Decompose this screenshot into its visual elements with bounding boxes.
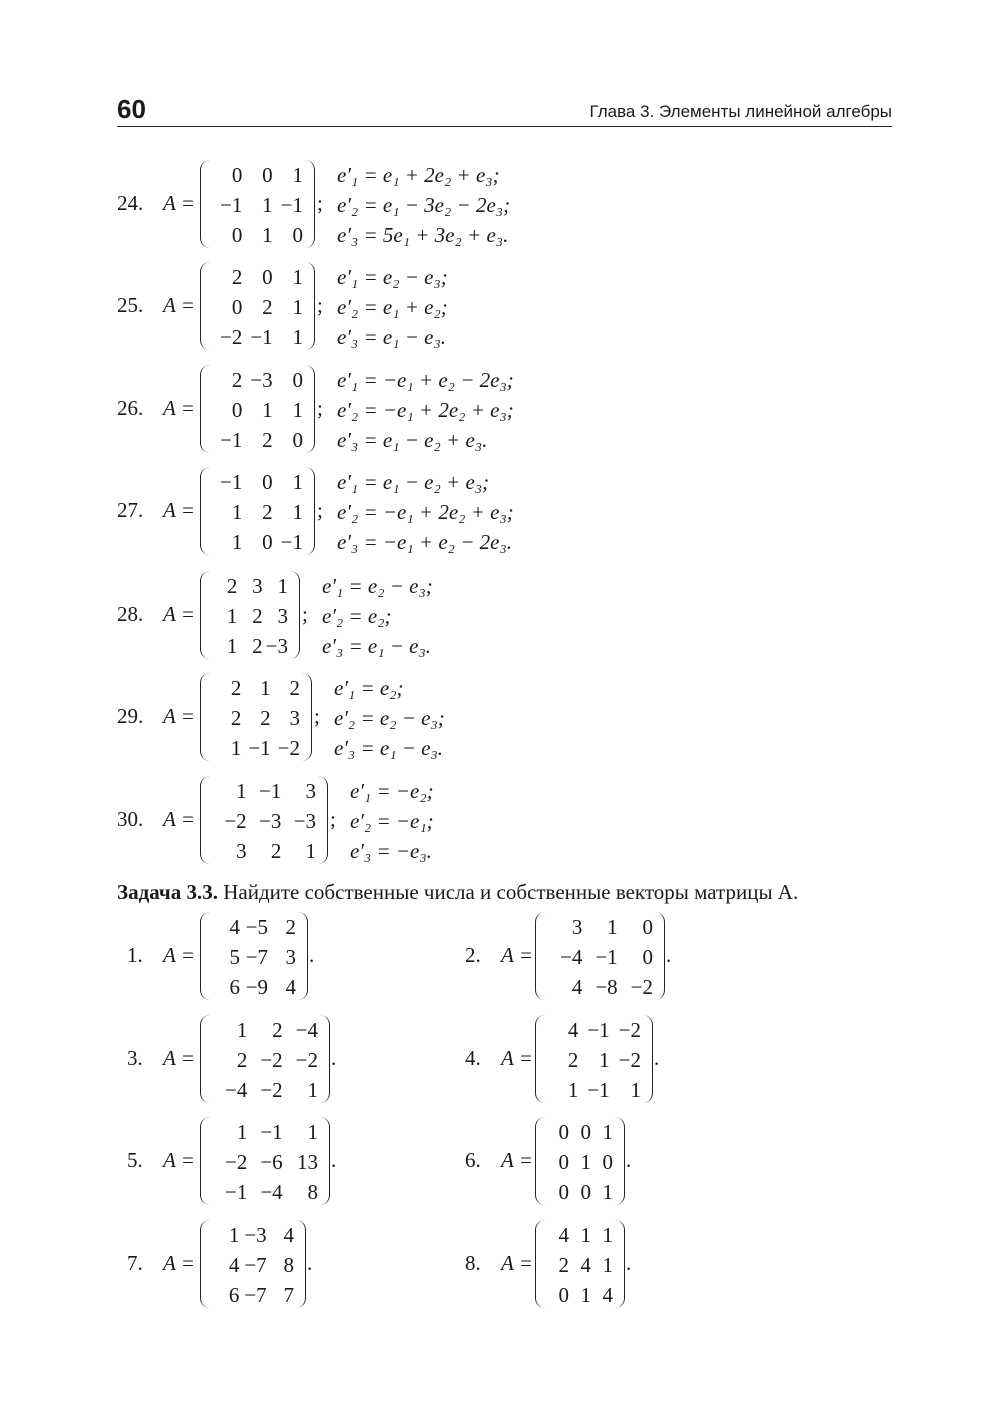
matrix-entry: 1 <box>599 1047 610 1072</box>
matrix-entry: −3 <box>293 808 316 833</box>
matrix-entry: 2 <box>252 603 263 628</box>
matrix-entry: 1 <box>226 633 238 658</box>
matrix-entry: −4 <box>295 1017 318 1042</box>
separator: ; <box>317 396 323 420</box>
matrix-entry: 2 <box>230 675 242 700</box>
basis-equation: e′₂ = −e₁ + 2e₂ + e₃; <box>337 500 514 524</box>
problem-item <box>117 776 817 866</box>
period: . <box>331 1046 337 1070</box>
matrix-entry: 0 <box>292 222 303 247</box>
matrix <box>200 467 315 557</box>
basis-equation: e′₃ = −e₃. <box>350 839 432 863</box>
matrix-entry: −2 <box>260 1077 283 1102</box>
matrix-entry: 0 <box>642 944 653 969</box>
matrix-entry: −2 <box>618 1017 641 1042</box>
matrix-entry: 0 <box>262 264 273 289</box>
matrix-entry: 1 <box>231 499 243 524</box>
basis-transformation <box>334 673 445 763</box>
matrix-entry: −3 <box>265 633 288 658</box>
matrix-entry: 8 <box>307 1179 318 1204</box>
matrix-entry: 8 <box>283 1252 294 1277</box>
basis-equation: e′₃ = e₁ − e₂ + e₃. <box>337 428 488 452</box>
problem-number: 27. <box>117 498 144 522</box>
matrix-entry: −1 <box>248 735 271 760</box>
matrix <box>200 571 300 661</box>
matrix-entry: 1 <box>262 397 273 422</box>
matrix-entry: 1 <box>236 778 247 803</box>
matrix-entry: −2 <box>224 808 247 833</box>
separator: ; <box>317 293 323 317</box>
matrix <box>200 1015 330 1105</box>
problem-item <box>117 467 817 557</box>
period: . <box>331 1148 337 1172</box>
basis-transformation <box>337 262 448 352</box>
matrix <box>535 912 665 1002</box>
matrix-label: A = <box>163 191 195 215</box>
right-parenthesis <box>642 1015 653 1103</box>
basis-equation: e′₃ = e₁ − e₃. <box>334 736 444 760</box>
basis-equation: e′₁ = −e₂; <box>350 779 434 803</box>
page-header <box>117 90 892 127</box>
eigen-problem-item <box>455 1220 775 1310</box>
matrix-label: A = <box>163 1046 195 1070</box>
task-heading <box>117 880 798 905</box>
basis-transformation <box>350 776 434 866</box>
period: . <box>626 1251 632 1275</box>
matrix-entry: 1 <box>292 397 303 422</box>
matrix-entry: 2 <box>231 367 243 392</box>
matrix-entry: 2 <box>230 705 242 730</box>
matrix-entry: −2 <box>295 1047 318 1072</box>
problem-item <box>117 262 817 352</box>
matrix <box>200 365 315 455</box>
matrix-entry: 6 <box>229 974 240 999</box>
matrix-entry: 2 <box>289 675 300 700</box>
matrix <box>535 1220 625 1310</box>
matrix-entry: 0 <box>231 397 243 422</box>
basis-equation: e′₁ = e₁ − e₂ + e₃; <box>337 470 490 494</box>
left-parenthesis <box>535 912 546 1000</box>
matrix-entry: 0 <box>642 914 653 939</box>
separator: ; <box>314 704 320 728</box>
matrix-entry: −2 <box>224 1149 248 1174</box>
matrix-label: A = <box>163 943 195 967</box>
basis-equation: e′₂ = −e₁ + 2e₂ + e₃; <box>337 398 514 422</box>
matrix-entry: 0 <box>231 294 243 319</box>
matrix-entry: −2 <box>219 324 243 349</box>
matrix-entry: 1 <box>292 264 303 289</box>
matrix-entry: 4 <box>602 1282 613 1307</box>
matrix-entry: −2 <box>277 735 300 760</box>
right-parenthesis <box>304 160 315 248</box>
matrix-label: A = <box>501 1148 533 1172</box>
matrix-entry: −1 <box>219 192 243 217</box>
matrix-entry: −1 <box>595 944 618 969</box>
eigen-problem-item <box>117 1015 437 1105</box>
right-parenthesis <box>319 1015 330 1103</box>
left-parenthesis <box>200 1015 211 1103</box>
left-parenthesis <box>200 160 211 248</box>
matrix-entry: 0 <box>558 1282 569 1307</box>
matrix-entry: 2 <box>272 1017 283 1042</box>
matrix-entry: −2 <box>618 1047 641 1072</box>
matrix-entry: 1 <box>602 1252 613 1277</box>
matrix <box>200 262 315 352</box>
matrix-label: A = <box>163 1251 195 1275</box>
matrix-label: A = <box>501 943 533 967</box>
right-parenthesis <box>614 1117 625 1205</box>
period: . <box>307 1251 313 1275</box>
matrix-entry: −1 <box>587 1017 610 1042</box>
matrix-entry: 0 <box>580 1119 591 1144</box>
matrix-entry: 4 <box>567 1017 579 1042</box>
matrix-entry: 1 <box>260 675 271 700</box>
problem-number: 24. <box>117 191 144 215</box>
matrix <box>200 160 315 250</box>
matrix-entry: 1 <box>607 914 618 939</box>
matrix-entry: −1 <box>587 1077 610 1102</box>
basis-equation: e′₁ = e₂; <box>334 676 404 700</box>
basis-equation: e′₂ = e₁ + e₂; <box>337 295 448 319</box>
matrix-entry: 3 <box>289 705 300 730</box>
basis-transformation <box>322 571 433 661</box>
basis-equation: e′₁ = −e₁ + e₂ − 2e₃; <box>337 368 514 392</box>
chapter-title: Глава 3. Элементы линейной алгебры <box>589 102 892 121</box>
separator: ; <box>317 498 323 522</box>
matrix-entry: −8 <box>595 974 618 999</box>
matrix-entry: 1 <box>580 1282 591 1307</box>
matrix-entry: 0 <box>292 367 303 392</box>
problem-number: 1. <box>127 943 143 967</box>
matrix-entry: 0 <box>558 1119 569 1144</box>
matrix-entry: 0 <box>231 162 243 187</box>
problem-number: 4. <box>465 1046 481 1070</box>
basis-equation: e′₂ = e₁ − 3e₂ − 2e₃; <box>337 193 511 217</box>
matrix-entry: −1 <box>219 427 243 452</box>
right-parenthesis <box>317 776 328 864</box>
matrix-label: A = <box>163 602 195 626</box>
matrix-entry: 0 <box>262 529 273 554</box>
matrix-entry: 3 <box>252 573 263 598</box>
problem-item <box>117 365 817 455</box>
matrix-entry: −7 <box>245 944 268 969</box>
right-parenthesis <box>319 1117 330 1205</box>
left-parenthesis <box>200 912 211 1000</box>
problem-number: 5. <box>127 1148 143 1172</box>
eigen-problem-item <box>117 912 437 1002</box>
matrix-entry: −7 <box>244 1252 267 1277</box>
matrix-entry: −4 <box>260 1179 283 1204</box>
left-parenthesis <box>535 1015 546 1103</box>
matrix-entry: 4 <box>283 1222 294 1247</box>
matrix-entry: −1 <box>258 778 282 803</box>
matrix-entry: 1 <box>305 838 316 863</box>
matrix-label: A = <box>163 807 195 831</box>
right-parenthesis <box>301 673 312 761</box>
period: . <box>654 1046 660 1070</box>
eigen-problem-item <box>117 1117 437 1207</box>
problem-number: 30. <box>117 807 144 831</box>
left-parenthesis <box>200 673 211 761</box>
matrix-entry: 3 <box>277 603 288 628</box>
matrix-entry: 0 <box>558 1149 569 1174</box>
matrix-label: A = <box>163 293 195 317</box>
matrix-entry: −1 <box>280 192 303 217</box>
matrix-entry: 0 <box>558 1179 569 1204</box>
matrix-entry: 3 <box>285 944 296 969</box>
matrix-entry: −3 <box>244 1222 267 1247</box>
matrix-entry: −1 <box>224 1179 248 1204</box>
problem-number: 6. <box>465 1148 481 1172</box>
period: . <box>626 1148 632 1172</box>
problem-number: 2. <box>465 943 481 967</box>
matrix-entry: −4 <box>559 944 583 969</box>
basis-equation: e′₂ = e₂; <box>322 604 392 628</box>
task-label: Задача 3.3. <box>117 880 218 904</box>
left-parenthesis <box>200 467 211 555</box>
matrix <box>200 912 308 1002</box>
matrix-entry: −1 <box>280 529 303 554</box>
problem-number: 7. <box>127 1251 143 1275</box>
matrix-entry: −1 <box>250 324 273 349</box>
right-parenthesis <box>304 365 315 453</box>
problem-item <box>117 571 817 661</box>
matrix-entry: 0 <box>602 1149 613 1174</box>
matrix-entry: 0 <box>292 427 303 452</box>
basis-equation: e′₃ = e₁ − e₃. <box>337 325 447 349</box>
matrix-label: A = <box>163 498 195 522</box>
matrix-entry: −5 <box>245 914 268 939</box>
matrix-entry: 4 <box>580 1252 591 1277</box>
matrix-entry: 4 <box>558 1222 569 1247</box>
matrix-entry: 1 <box>307 1119 318 1144</box>
basis-transformation <box>337 467 514 557</box>
matrix-entry: −4 <box>224 1077 248 1102</box>
left-parenthesis <box>200 776 211 864</box>
left-parenthesis <box>200 365 211 453</box>
matrix-entry: 2 <box>236 1047 248 1072</box>
matrix-entry: 4 <box>571 974 583 999</box>
matrix-entry: −2 <box>260 1047 283 1072</box>
matrix-entry: −2 <box>630 974 653 999</box>
matrix-entry: −6 <box>260 1149 283 1174</box>
basis-equation: e′₃ = −e₁ + e₂ − 2e₃. <box>337 530 513 554</box>
left-parenthesis <box>200 1117 211 1205</box>
matrix <box>200 673 312 763</box>
period: . <box>309 943 315 967</box>
matrix-entry: 2 <box>558 1252 569 1277</box>
matrix-entry: 1 <box>292 499 303 524</box>
matrix-entry: 0 <box>262 162 273 187</box>
left-parenthesis <box>200 1220 211 1308</box>
matrix-entry: 1 <box>277 573 288 598</box>
matrix-label: A = <box>501 1251 533 1275</box>
matrix-entry: 1 <box>292 162 303 187</box>
eigen-problem-item <box>117 1220 437 1310</box>
eigen-problem-item <box>455 1117 775 1207</box>
matrix-entry: 3 <box>305 778 316 803</box>
matrix-entry: 6 <box>228 1282 240 1307</box>
matrix-entry: 1 <box>262 192 273 217</box>
basis-transformation <box>337 365 514 455</box>
problem-number: 28. <box>117 602 144 626</box>
problem-number: 26. <box>117 396 144 420</box>
separator: ; <box>330 807 336 831</box>
matrix-entry: 1 <box>602 1179 613 1204</box>
matrix-entry: 1 <box>580 1149 591 1174</box>
matrix-entry: 2 <box>252 633 263 658</box>
matrix-entry: 4 <box>285 974 296 999</box>
matrix-label: A = <box>163 704 195 728</box>
left-parenthesis <box>200 571 211 659</box>
matrix-label: A = <box>501 1046 533 1070</box>
matrix-entry: 1 <box>236 1017 248 1042</box>
matrix-entry: 13 <box>296 1149 318 1174</box>
matrix-entry: 2 <box>285 914 296 939</box>
matrix-entry: 2 <box>260 705 271 730</box>
left-parenthesis <box>200 262 211 350</box>
matrix-entry: 2 <box>262 427 273 452</box>
matrix-entry: 2 <box>226 573 238 598</box>
problem-number: 3. <box>127 1046 143 1070</box>
matrix-entry: 3 <box>236 838 247 863</box>
basis-equation: e′₁ = e₂ − e₃; <box>322 574 433 598</box>
matrix-entry: 1 <box>236 1119 248 1144</box>
separator: ; <box>302 602 308 626</box>
matrix-entry: 1 <box>292 294 303 319</box>
right-parenthesis <box>289 571 300 659</box>
matrix-entry: 1 <box>231 529 243 554</box>
eigen-problem-item <box>455 912 775 1002</box>
matrix-label: A = <box>163 396 195 420</box>
eigen-problem-item <box>455 1015 775 1105</box>
matrix-entry: 1 <box>602 1222 613 1247</box>
matrix-entry: 2 <box>270 838 282 863</box>
right-parenthesis <box>304 262 315 350</box>
matrix-label: A = <box>163 1148 195 1172</box>
matrix <box>200 776 328 866</box>
matrix <box>200 1117 330 1207</box>
matrix-entry: −3 <box>258 808 282 833</box>
matrix-entry: 1 <box>567 1077 579 1102</box>
basis-equation: e′₁ = e₂ − e₃; <box>337 265 448 289</box>
right-parenthesis <box>295 1220 306 1308</box>
basis-equation: e′₂ = −e₁; <box>350 809 434 833</box>
matrix-entry: 0 <box>262 469 273 494</box>
matrix-entry: 1 <box>262 222 273 247</box>
matrix-entry: −1 <box>260 1119 283 1144</box>
matrix-entry: −1 <box>219 469 243 494</box>
problem-item <box>117 673 817 763</box>
matrix-entry: 2 <box>231 264 243 289</box>
page-number: 60 <box>117 94 146 124</box>
matrix-entry: 1 <box>292 469 303 494</box>
matrix-entry: 4 <box>229 914 240 939</box>
matrix-entry: 1 <box>580 1222 591 1247</box>
matrix-entry: 2 <box>567 1047 579 1072</box>
basis-equation: e′₂ = e₂ − e₃; <box>334 706 445 730</box>
right-parenthesis <box>654 912 665 1000</box>
matrix-entry: −9 <box>245 974 268 999</box>
problem-item <box>117 160 817 250</box>
matrix-entry: 2 <box>262 499 273 524</box>
period: . <box>666 943 672 967</box>
matrix-entry: 3 <box>571 914 583 939</box>
matrix-entry: 1 <box>630 1077 641 1102</box>
matrix-entry: −3 <box>250 367 273 392</box>
task-text: Найдите собственные числа и собственные векторы матрицы A. <box>217 880 799 904</box>
problem-number: 29. <box>117 704 144 728</box>
matrix-entry: 1 <box>226 603 238 628</box>
matrix-entry: 1 <box>230 735 242 760</box>
matrix <box>200 1220 306 1310</box>
matrix-entry: 4 <box>228 1252 240 1277</box>
right-parenthesis <box>614 1220 625 1308</box>
matrix-entry: 1 <box>307 1077 318 1102</box>
basis-equation: e′₃ = e₁ − e₃. <box>322 634 432 658</box>
problem-number: 8. <box>465 1251 481 1275</box>
matrix-entry: 1 <box>602 1119 613 1144</box>
matrix <box>535 1117 625 1207</box>
matrix-entry: 2 <box>262 294 273 319</box>
matrix-entry: −7 <box>244 1282 267 1307</box>
right-parenthesis <box>297 912 308 1000</box>
matrix-entry: 1 <box>228 1222 240 1247</box>
left-parenthesis <box>535 1117 546 1205</box>
right-parenthesis <box>304 467 315 555</box>
matrix-entry: 7 <box>283 1282 294 1307</box>
matrix-entry: 0 <box>231 222 243 247</box>
basis-equation: e′₃ = 5e₁ + 3e₂ + e₃. <box>337 223 509 247</box>
separator: ; <box>317 191 323 215</box>
left-parenthesis <box>535 1220 546 1308</box>
basis-transformation <box>337 160 510 250</box>
matrix <box>535 1015 653 1105</box>
problem-number: 25. <box>117 293 144 317</box>
matrix-entry: 1 <box>292 324 303 349</box>
matrix-entry: 5 <box>229 944 240 969</box>
matrix-entry: 0 <box>580 1179 591 1204</box>
basis-equation: e′₁ = e₁ + 2e₂ + e₃; <box>337 163 500 187</box>
